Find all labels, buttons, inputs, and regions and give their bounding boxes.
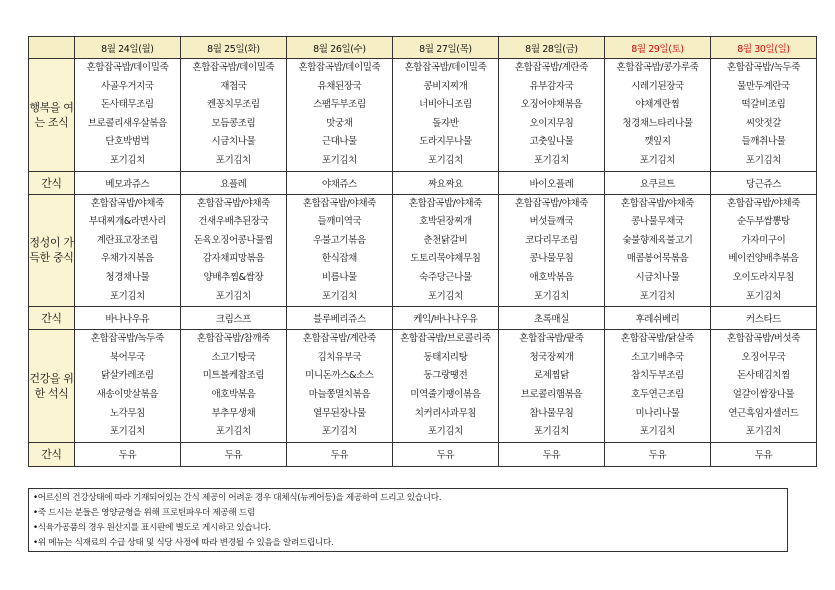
menu-item: 포기김치 <box>533 426 569 438</box>
menu-item: 미트볼케찹조림 <box>202 370 265 382</box>
snack-cell: 두유 <box>498 442 604 466</box>
menu-item: 포기김치 <box>639 290 675 302</box>
menu-item: 혼합잡곡밥/야채죽 <box>302 197 376 209</box>
menu-item: 동태지리탕 <box>423 351 468 363</box>
menu-item: 혼합잡곡밥/팥죽 <box>519 333 584 345</box>
menu-item: 혼합잡곡밥/녹두죽 <box>726 62 800 73</box>
menu-item: 혼합잡곡밥/데이밀죽 <box>404 62 487 73</box>
menu-item: 미니돈까스&소스 <box>305 370 374 382</box>
menu-item: 콩나물무채국 <box>631 216 684 228</box>
menu-item: 돈사태김치찜 <box>737 370 790 382</box>
meal-cell <box>710 330 816 443</box>
snack-row <box>29 442 817 466</box>
menu-item: 호박된장찌개 <box>419 216 472 228</box>
menu-item: 혼합잡곡밥/야채죽 <box>196 197 270 209</box>
meal-cell <box>180 59 286 172</box>
menu-item: 포기김치 <box>215 154 251 166</box>
meal-cell <box>604 194 710 307</box>
menu-item: 떡갈비조림 <box>741 99 786 111</box>
menu-item: 단호박범벅 <box>105 136 150 148</box>
menu-item: 치커리사과무침 <box>414 407 477 419</box>
menu-item: 소고기탕국 <box>211 351 256 363</box>
snack-row <box>29 171 817 194</box>
menu-item: 참나물무침 <box>529 407 574 419</box>
menu-item: 우불고기볶음 <box>313 234 366 246</box>
menu-item: 너비아니조림 <box>419 99 472 111</box>
menu-item: 혼합잡곡밥/계란죽 <box>514 62 588 73</box>
weekly-menu-table <box>28 36 817 467</box>
snack-cell: 요쿠르트 <box>604 171 710 194</box>
menu-item: 가자미구이 <box>741 234 786 246</box>
menu-item: 양배추찜&쌈장 <box>203 271 264 283</box>
menu-item: 포기김치 <box>109 290 145 302</box>
menu-item: 시금치나물 <box>211 136 256 148</box>
meal-cell <box>180 194 286 307</box>
menu-item: 한식잡채 <box>321 253 357 265</box>
meal-row <box>29 194 817 307</box>
menu-item: 돈사태무조림 <box>101 99 154 111</box>
menu-item: 감자채피망볶음 <box>202 253 265 265</box>
menu-item: 물만두계란국 <box>737 80 790 92</box>
snack-cell: 케익/바나나우유 <box>392 307 498 330</box>
menu-item: 북어무국 <box>109 351 145 363</box>
snack-label: 간식 <box>29 171 75 194</box>
menu-item: 혼합잡곡밥/데이밀죽 <box>86 62 169 73</box>
menu-item: 포기김치 <box>215 290 251 302</box>
menu-item: 숙주당근나물 <box>419 271 472 283</box>
meal-cell <box>392 59 498 172</box>
menu-item: 포기김치 <box>109 426 145 438</box>
menu-item: 우채가지볶음 <box>101 253 154 265</box>
menu-item: 부대찌개&라면사리 <box>88 216 166 228</box>
menu-item: 혼합잡곡밥/계란죽 <box>302 333 376 345</box>
meal-cell <box>74 330 180 443</box>
menu-item: 포기김치 <box>533 154 569 166</box>
menu-item: 포기김치 <box>427 426 463 438</box>
menu-item: 포기김치 <box>109 154 145 166</box>
snack-cell: 짜요짜요 <box>392 171 498 194</box>
menu-item: 오이도라지무침 <box>732 271 795 283</box>
snack-cell: 두유 <box>286 442 392 466</box>
menu-item: 혼합잡곡밥/야채죽 <box>620 197 694 209</box>
note-line: •죽 드시는 분들은 영양균형을 위해 프로틴파우더 제공해 드림 <box>33 508 255 518</box>
menu-item: 야채계란찜 <box>635 99 680 111</box>
menu-item: 포기김치 <box>215 426 251 438</box>
menu-item: 호두연근조림 <box>631 388 684 400</box>
menu-item: 순두부쌈뽕탕 <box>737 216 790 228</box>
menu-item: 씨앗젓갈 <box>745 117 782 129</box>
menu-item: 참치두부조림 <box>631 370 684 382</box>
snack-cell: 당근쥬스 <box>710 171 816 194</box>
day-header: 8월 27일(목) <box>392 37 498 59</box>
day-header: 8월 26일(수) <box>286 37 392 59</box>
menu-item: 김치유부국 <box>317 351 362 363</box>
menu-item: 맛궁채 <box>326 117 353 129</box>
meal-label: 행복을 여는 조식 <box>29 59 75 172</box>
day-header-row <box>29 37 817 59</box>
menu-item: 시레기된장국 <box>631 80 684 92</box>
menu-item: 애호박볶음 <box>211 388 256 400</box>
menu-item: 깻잎지 <box>644 136 671 148</box>
menu-item: 코다리무조림 <box>525 234 578 246</box>
menu-item: 돈육오징어콩나물찜 <box>193 234 273 246</box>
menu-item: 노각무침 <box>109 407 145 419</box>
day-header: 8월 30일(일) <box>710 37 816 59</box>
menu-item: 닭살카레조림 <box>101 370 154 382</box>
snack-cell: 바이오플레 <box>498 171 604 194</box>
snack-cell: 바나나우유 <box>74 307 180 330</box>
menu-item: 부추무생채 <box>211 407 256 419</box>
menu-item: 애호박볶음 <box>529 271 574 283</box>
menu-item: 유부감자국 <box>529 80 574 92</box>
snack-cell: 두유 <box>604 442 710 466</box>
snack-cell: 커스타드 <box>710 307 816 330</box>
menu-item: 콩비지찌개 <box>423 80 468 92</box>
menu-item: 혼합잡곡밥/참깨죽 <box>196 333 270 345</box>
menu-item: 혼합잡곡밥/데이밀죽 <box>192 62 275 73</box>
menu-item: 동그랑땡전 <box>423 370 468 382</box>
snack-label: 간식 <box>29 307 75 330</box>
menu-item: 청경채나물 <box>105 271 150 283</box>
meal-cell <box>498 330 604 443</box>
menu-item: 근대나물 <box>321 136 357 148</box>
menu-item: 혼합잡곡밥/버섯죽 <box>726 333 800 345</box>
menu-item: 콩나물무침 <box>529 253 574 265</box>
menu-item: 브로콜리햄볶음 <box>520 388 583 400</box>
menu-item: 켄꽁치무조림 <box>207 99 260 111</box>
menu-item: 도라지무나물 <box>419 136 472 148</box>
menu-item: 혼합잡곡밥/녹두죽 <box>90 333 164 345</box>
menu-item: 포기김치 <box>321 154 357 166</box>
header-corner <box>29 37 75 59</box>
menu-item: 브로콜리새우살볶음 <box>87 117 167 129</box>
menu-item: 시금치나물 <box>635 271 680 283</box>
menu-item: 마늘쫑멸치볶음 <box>308 388 371 400</box>
menu-item: 혼합잡곡밥/야채죽 <box>514 197 588 209</box>
menu-item: 건새우배추된장국 <box>198 216 269 228</box>
menu-item: 혼합잡곡밥/콩가루죽 <box>616 62 699 73</box>
snack-cell: 초록매실 <box>498 307 604 330</box>
menu-item: 새송이맛살볶음 <box>96 388 159 400</box>
note-line: •위 메뉴는 식재료의 수급 상태 및 식당 사정에 따라 변경될 수 있음을 알려드립니다. <box>33 538 334 548</box>
snack-cell: 두유 <box>392 442 498 466</box>
meal-cell <box>710 59 816 172</box>
menu-item: 포기김치 <box>745 154 782 166</box>
meal-label: 건강을 위한 석식 <box>29 330 75 443</box>
menu-item: 포기김치 <box>639 154 675 166</box>
menu-item: 포기김치 <box>639 426 675 438</box>
menu-item: 혼합잡곡밥/데이밀죽 <box>298 62 381 73</box>
menu-item: 혼합잡곡밥/야채죽 <box>726 197 800 209</box>
meal-cell <box>180 330 286 443</box>
menu-item: 도토리묵야채무침 <box>410 253 481 265</box>
menu-item: 포기김치 <box>321 426 357 438</box>
menu-item: 모듬콩조림 <box>211 117 256 129</box>
meal-label: 정성이 가득한 중식 <box>29 194 75 307</box>
menu-item: 혼합잡곡밥/닭살죽 <box>620 333 694 345</box>
menu-item: 혼합잡곡밥/야채죽 <box>408 197 482 209</box>
menu-item: 베이컨양배추볶음 <box>728 253 799 265</box>
menu-item: 오징어야채볶음 <box>520 99 583 111</box>
menu-item: 열무된장나물 <box>313 407 366 419</box>
menu-item: 버섯들깨국 <box>529 216 574 228</box>
snack-cell: 야채쥬스 <box>286 171 392 194</box>
menu-item: 미역줄기팽이볶음 <box>410 388 481 400</box>
menu-item: 연근흑임자샐러드 <box>728 407 799 419</box>
day-header: 8월 25일(화) <box>180 37 286 59</box>
meal-row <box>29 59 817 172</box>
menu-item: 포기김치 <box>745 290 782 302</box>
meal-cell <box>286 194 392 307</box>
menu-item: 들깨미역국 <box>317 216 362 228</box>
menu-item: 포기김치 <box>427 154 463 166</box>
day-header: 8월 28일(금) <box>498 37 604 59</box>
menu-item: 오이지무침 <box>529 117 574 129</box>
snack-cell: 두유 <box>74 442 180 466</box>
menu-item: 계란표고장조림 <box>96 234 159 246</box>
menu-item: 춘천닭갈비 <box>423 234 468 246</box>
menu-item: 청경채느타리나물 <box>622 117 693 129</box>
snack-cell: 두유 <box>710 442 816 466</box>
menu-item: 숯불향제육불고기 <box>622 234 693 246</box>
menu-item: 사골우거지국 <box>101 80 154 92</box>
menu-item: 포기김치 <box>321 290 357 302</box>
snack-cell: 베모과쥬스 <box>74 171 180 194</box>
meal-cell <box>286 59 392 172</box>
meal-cell <box>392 330 498 443</box>
menu-item: 혼합잡곡밥/야채죽 <box>90 197 164 209</box>
menu-item: 소고기배추국 <box>631 351 684 363</box>
meal-cell <box>604 59 710 172</box>
menu-item: 돌자반 <box>432 117 459 129</box>
meal-cell <box>74 194 180 307</box>
notes-box <box>28 488 788 552</box>
menu-item: 얼갈이쌈장나물 <box>732 388 795 400</box>
menu-item: 스팸두부조림 <box>313 99 366 111</box>
menu-item: 포기김치 <box>745 426 782 438</box>
meal-cell <box>498 59 604 172</box>
menu-item: 미나리나물 <box>635 407 680 419</box>
snack-cell: 블루베리쥬스 <box>286 307 392 330</box>
meal-cell <box>498 194 604 307</box>
menu-item: 재첩국 <box>220 80 247 92</box>
meal-cell <box>392 194 498 307</box>
menu-item: 오징어무국 <box>741 351 786 363</box>
snack-row <box>29 307 817 330</box>
snack-cell: 후레쉬베리 <box>604 307 710 330</box>
snack-cell: 크림스프 <box>180 307 286 330</box>
menu-item: 유채된장국 <box>317 80 362 92</box>
menu-item: 혼합잡곡밥/브로콜리죽 <box>400 333 491 345</box>
menu-item: 청국장찌개 <box>529 351 574 363</box>
snack-label: 간식 <box>29 442 75 466</box>
menu-item: 포기김치 <box>427 290 463 302</box>
meal-cell <box>74 59 180 172</box>
meal-cell <box>286 330 392 443</box>
meal-row <box>29 330 817 443</box>
menu-item: 매콤봉어묵볶음 <box>626 253 689 265</box>
snack-cell: 두유 <box>180 442 286 466</box>
menu-item: 들깨취나물 <box>741 136 786 148</box>
note-line: •식육가공품의 경우 원산지를 표시판에 별도로 게시하고 있습니다. <box>33 523 271 533</box>
meal-cell <box>604 330 710 443</box>
menu-item: 포기김치 <box>533 290 569 302</box>
menu-item: 고춧잎나물 <box>529 136 574 148</box>
day-header: 8월 29일(토) <box>604 37 710 59</box>
note-line: •어르신의 건강상태에 따라 기재되어있는 간식 제공이 어려운 경우 대체식(뉴케어등)을 제공하여 드리고 있습니다. <box>33 493 442 503</box>
meal-cell <box>710 194 816 307</box>
day-header: 8월 24일(월) <box>74 37 180 59</box>
menu-item: 로제찜닭 <box>533 370 569 382</box>
menu-item: 비름나물 <box>321 271 357 283</box>
snack-cell: 요플레 <box>180 171 286 194</box>
